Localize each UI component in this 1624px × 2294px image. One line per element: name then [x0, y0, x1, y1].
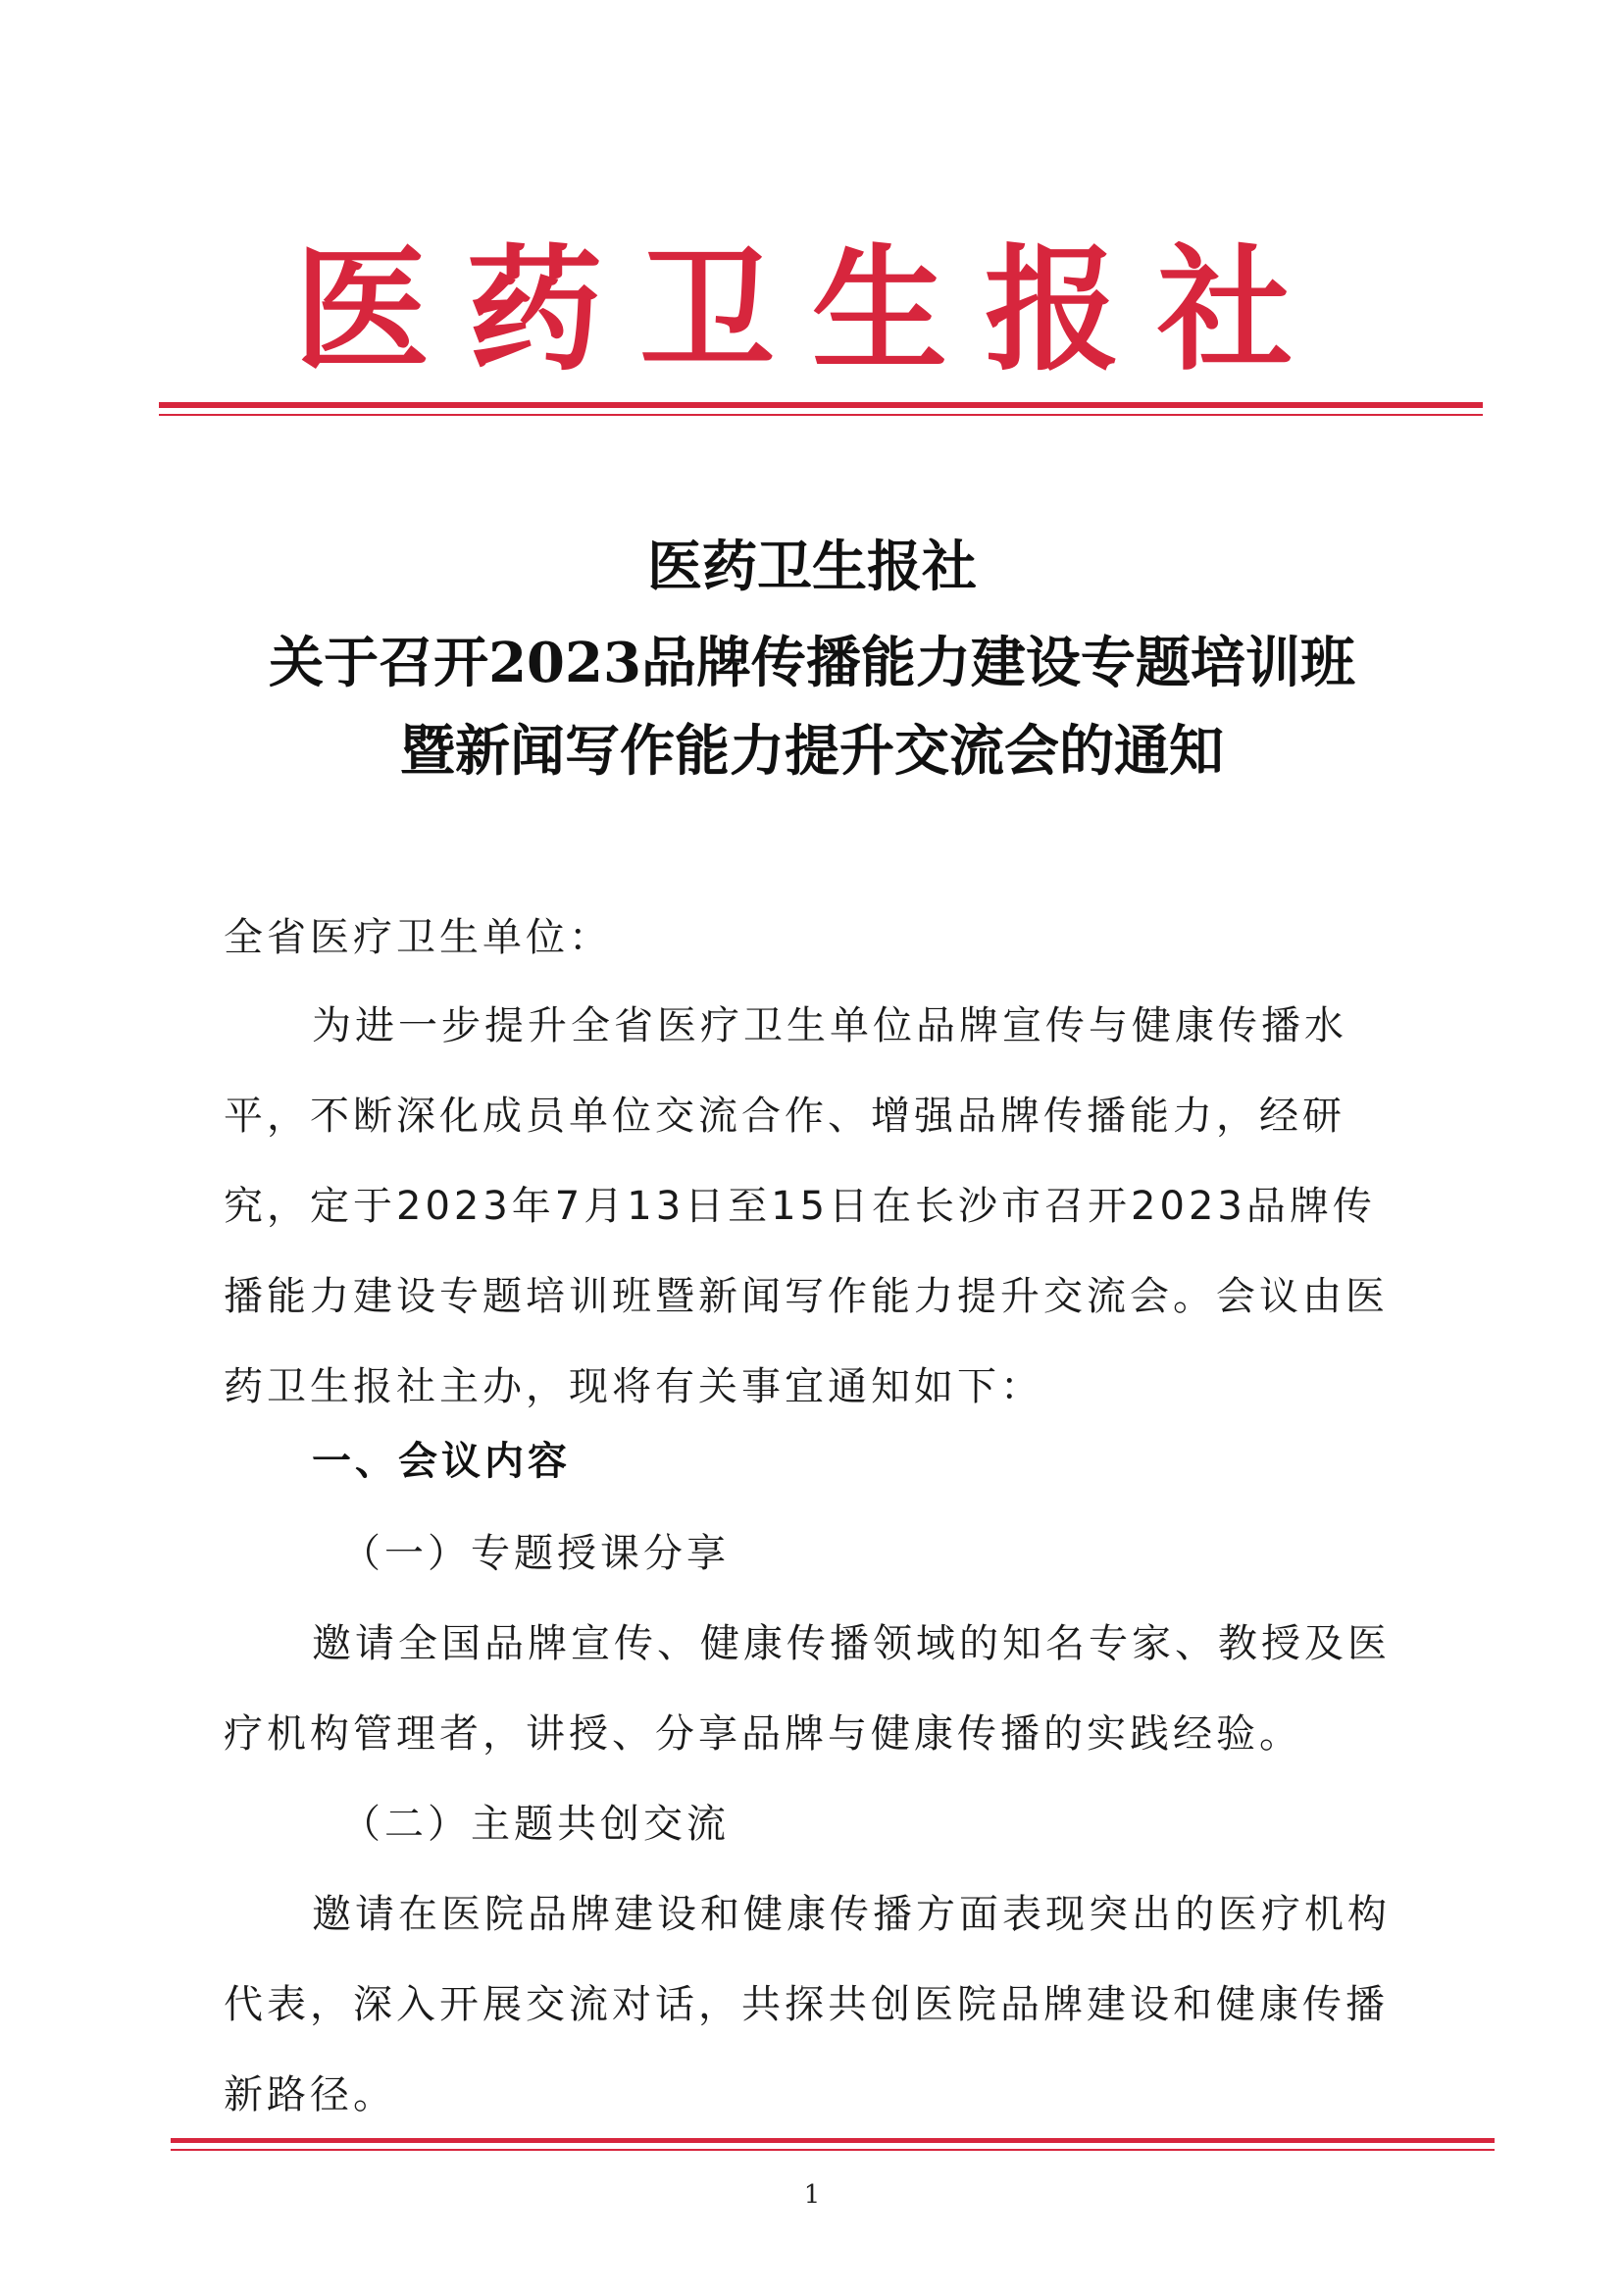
document-title-line-1: 医药卫生报社: [647, 535, 977, 599]
header-rule-thin: [159, 414, 1483, 416]
masthead-title: 医药卫生报社: [293, 229, 1330, 389]
header-rule-thick: [159, 402, 1483, 408]
subsection-paragraph-lectures: 邀请全国品牌宣传、健康传播领域的知名专家、教授及医疗机构管理者，讲授、分享品牌与健康传播的实践经验。: [224, 1621, 1391, 1757]
footer-rule-thick: [171, 2138, 1495, 2143]
document-title-line-2: 关于召开2023品牌传播能力建设专题培训班: [269, 631, 1355, 695]
page-number: 1: [803, 2180, 821, 2210]
subsection-heading-lectures: （一）专题授课分享: [341, 1531, 730, 1576]
section-heading-meeting-content: 一、会议内容: [312, 1439, 571, 1484]
document-title-line-3: 暨新闻写作能力提升交流会的通知: [400, 719, 1224, 784]
salutation: 全省医疗卫生单位：: [224, 915, 612, 960]
intro-paragraph: 为进一步提升全省医疗卫生单位品牌宣传与健康传播水平，不断深化成员单位交流合作、增强品牌传播能力，经研究，定于2023年7月13日至15日在长沙市召开2023品牌传播能力建设专题培训班暨新闻写作能力提升交流会。会议由医药卫生报社主办，现将有关事宜通知如下：: [224, 1003, 1389, 1409]
subsection-paragraph-exchange: 邀请在医院品牌建设和健康传播方面表现突出的医疗机构代表，深入开展交流对话，共探共创医院品牌建设和健康传播新路径。: [224, 1892, 1391, 2117]
footer-rule-thin: [171, 2149, 1495, 2151]
subsection-heading-exchange: （二）主题共创交流: [341, 1802, 730, 1847]
